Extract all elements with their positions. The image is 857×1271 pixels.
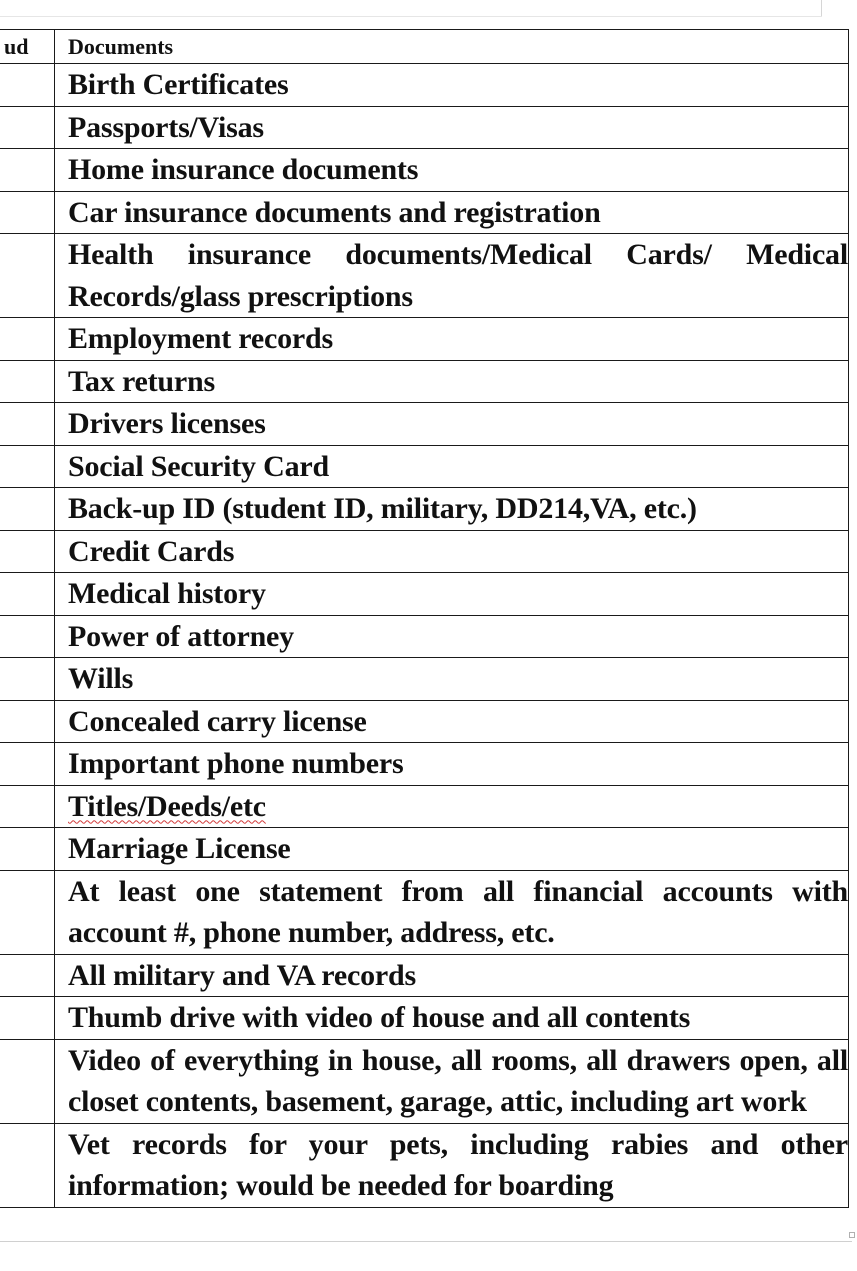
table-row	[0, 445, 849, 488]
checkbox-cell	[0, 149, 55, 192]
checkbox-cell	[0, 828, 55, 871]
header-row	[0, 30, 849, 64]
document-item: Passports/Visas	[55, 106, 849, 149]
checkbox-cell	[0, 658, 55, 701]
table-row	[0, 954, 849, 997]
checkbox-cell	[0, 615, 55, 658]
checkbox-cell	[0, 997, 55, 1040]
document-item: Social Security Card	[55, 445, 849, 488]
page-top-edge	[0, 16, 822, 17]
table-row	[0, 828, 849, 871]
document-item: Thumb drive with video of house and all contents	[55, 997, 849, 1040]
header-cell-documents: Documents	[55, 30, 849, 64]
table-row	[0, 658, 849, 701]
table-row	[0, 403, 849, 446]
table-row	[0, 743, 849, 786]
document-item: Health insurance documents/Medical Cards/ Medical Records/glass prescriptions	[55, 234, 849, 318]
documents-table	[0, 29, 849, 1208]
document-item: Drivers licenses	[55, 403, 849, 446]
document-item: Employment records	[55, 318, 849, 361]
document-item: Credit Cards	[55, 530, 849, 573]
table-row	[0, 615, 849, 658]
table-row	[0, 318, 849, 361]
header-cell-checked: ud	[0, 30, 55, 64]
table-row	[0, 64, 849, 107]
checkbox-cell	[0, 785, 55, 828]
document-item: Video of everything in house, all rooms, all drawers open, all closet contents, basement, garage, attic, including art work	[55, 1039, 849, 1123]
checkbox-cell	[0, 360, 55, 403]
document-item: Power of attorney	[55, 615, 849, 658]
checkbox-cell	[0, 445, 55, 488]
checkbox-cell	[0, 743, 55, 786]
document-item: Medical history	[55, 573, 849, 616]
checkbox-cell	[0, 530, 55, 573]
checkbox-cell	[0, 403, 55, 446]
page-bottom-edge	[0, 1241, 852, 1242]
checkbox-cell	[0, 106, 55, 149]
document-item: All military and VA records	[55, 954, 849, 997]
checkbox-cell	[0, 870, 55, 954]
table-row	[0, 1123, 849, 1207]
table-row	[0, 997, 849, 1040]
document-item	[55, 785, 849, 828]
document-item: Tax returns	[55, 360, 849, 403]
checkbox-cell	[0, 234, 55, 318]
document-item: Back-up ID (student ID, military, DD214,VA, etc.)	[55, 488, 849, 531]
checkbox-cell	[0, 488, 55, 531]
table-resize-handle[interactable]	[849, 1232, 855, 1238]
table-row	[0, 700, 849, 743]
page-corner-edge	[821, 0, 822, 16]
checkbox-cell	[0, 1123, 55, 1207]
table-row	[0, 870, 849, 954]
table-row	[0, 149, 849, 192]
table-row	[0, 1039, 849, 1123]
checkbox-cell	[0, 700, 55, 743]
table-row	[0, 573, 849, 616]
checkbox-cell	[0, 573, 55, 616]
spellcheck-flagged-text: Titles/Deeds/etc	[68, 789, 266, 823]
document-item: Birth Certificates	[55, 64, 849, 107]
checkbox-cell	[0, 954, 55, 997]
document-item: At least one statement from all financial accounts with account #, phone number, address, etc.	[55, 870, 849, 954]
document-item: Wills	[55, 658, 849, 701]
table-row	[0, 234, 849, 318]
checkbox-cell	[0, 191, 55, 234]
table-row	[0, 106, 849, 149]
table-row	[0, 530, 849, 573]
table-row	[0, 488, 849, 531]
table-row	[0, 191, 849, 234]
document-item: Marriage License	[55, 828, 849, 871]
table-row	[0, 360, 849, 403]
document-item: Concealed carry license	[55, 700, 849, 743]
document-item: Home insurance documents	[55, 149, 849, 192]
checkbox-cell	[0, 318, 55, 361]
checkbox-cell	[0, 64, 55, 107]
document-item: Car insurance documents and registration	[55, 191, 849, 234]
table-row	[0, 785, 849, 828]
checkbox-cell	[0, 1039, 55, 1123]
document-item: Vet records for your pets, including rabies and other information; would be needed for boarding	[55, 1123, 849, 1207]
document-item: Important phone numbers	[55, 743, 849, 786]
